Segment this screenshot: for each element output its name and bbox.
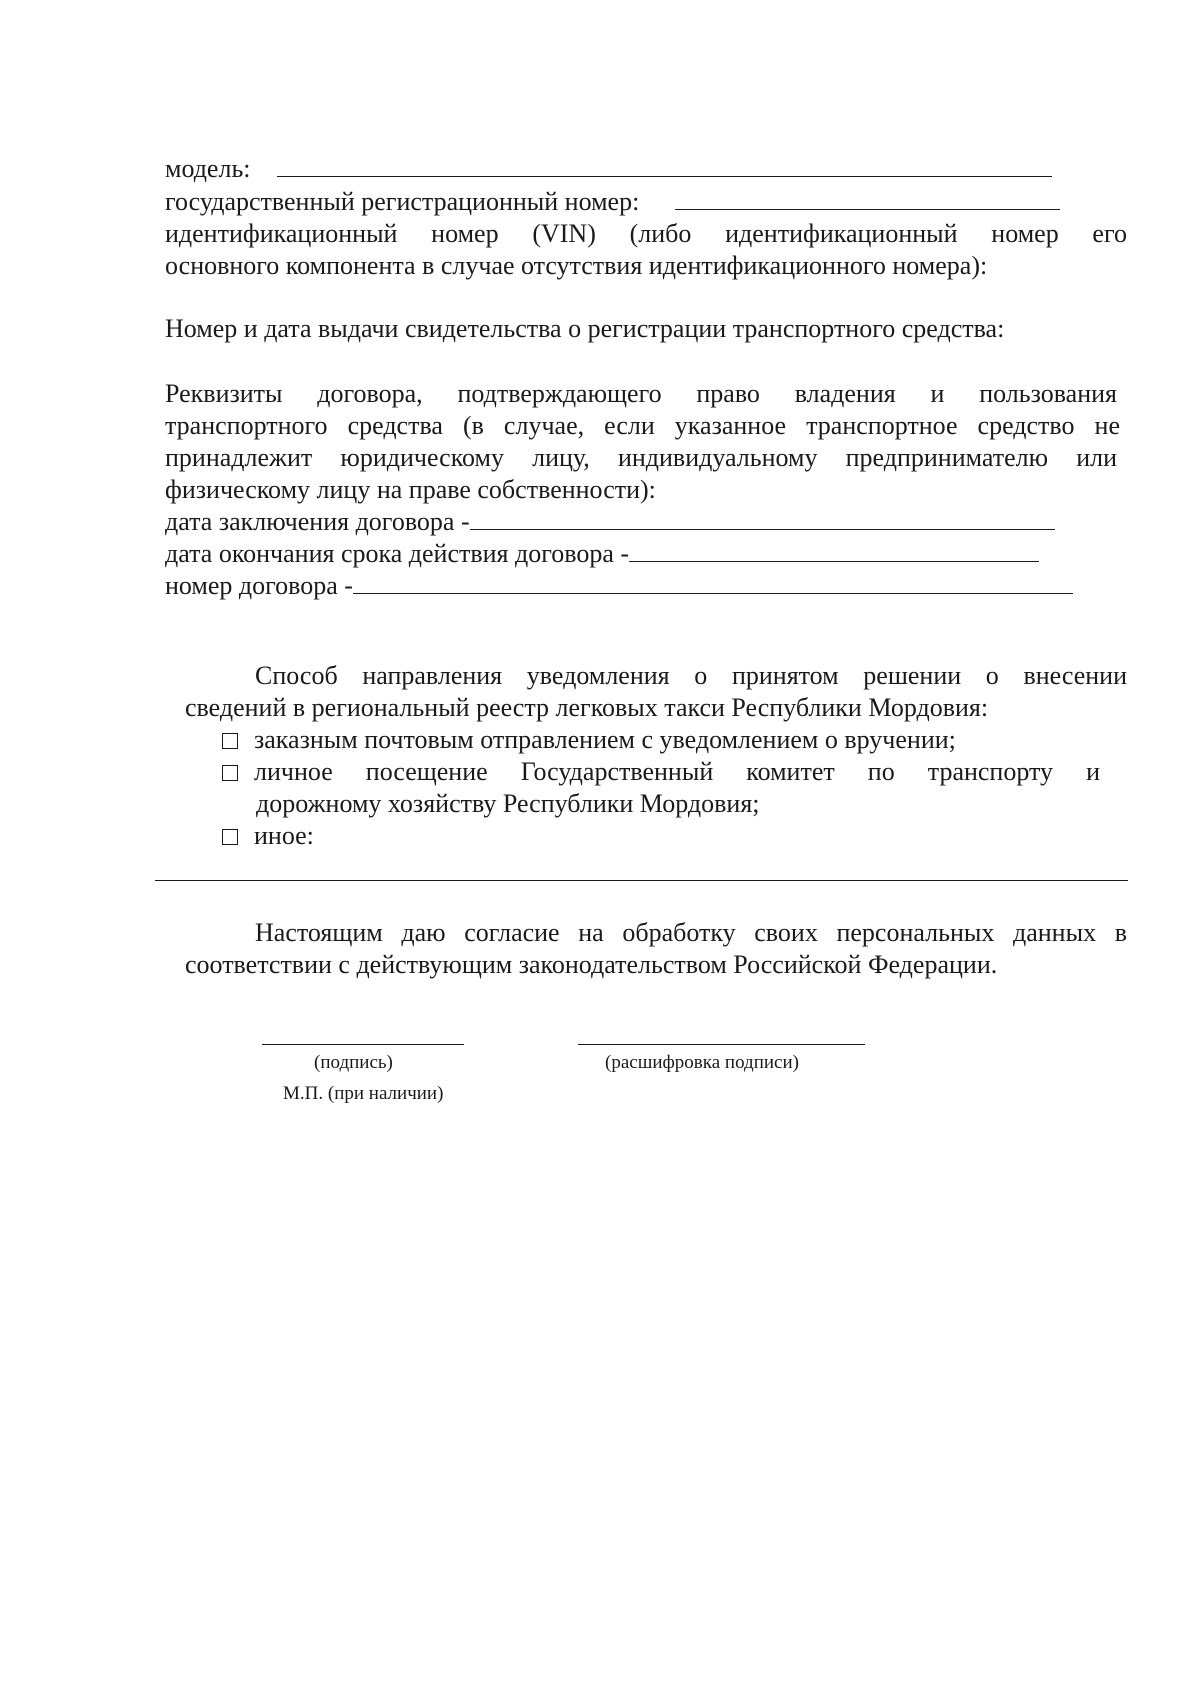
contract-end-label: дата окончания срока действия договора - bbox=[165, 539, 630, 568]
model-field[interactable] bbox=[277, 154, 1052, 177]
contract-text-line4: физическому лицу на праве собственности): bbox=[165, 475, 656, 504]
notification-option-visit[interactable] bbox=[222, 756, 1102, 788]
signature-caption: (подпись) bbox=[314, 1052, 393, 1073]
checkbox-other[interactable] bbox=[222, 829, 238, 845]
consent-text-line1: Настоящим даю согласие на обработку своих персональных данных в bbox=[255, 918, 1127, 947]
contract-date-row bbox=[165, 506, 1055, 538]
notification-text-line1: Способ направления уведомления о принятом решении о внесении bbox=[255, 661, 1127, 690]
contract-date-label: дата заключения договора - bbox=[165, 507, 470, 536]
option-visit-label-line2: дорожному хозяйству Республики Мордовия; bbox=[256, 789, 760, 818]
checkbox-mail[interactable] bbox=[222, 733, 238, 749]
stamp-caption: М.П. (при наличии) bbox=[283, 1083, 444, 1104]
reg-number-row bbox=[165, 186, 1060, 218]
contract-text-line1: Реквизиты договора, подтверждающего право владения и пользования bbox=[165, 379, 1117, 408]
contract-end-row bbox=[165, 538, 1039, 570]
other-method-field[interactable] bbox=[155, 880, 1128, 881]
signature-decoding-caption: (расшифровка подписи) bbox=[605, 1052, 799, 1073]
option-other-label: иное: bbox=[254, 821, 314, 850]
contract-text-line3: принадлежит юридическому лицу, индивидуальному предпринимателю или bbox=[165, 443, 1117, 472]
reg-number-label: государственный регистрационный номер: bbox=[165, 187, 640, 216]
checkbox-visit[interactable] bbox=[222, 765, 238, 781]
contract-end-field[interactable] bbox=[629, 539, 1039, 562]
model-label: модель: bbox=[165, 154, 251, 183]
signature-decoding-field[interactable] bbox=[578, 1044, 865, 1045]
notification-text-line2: сведений в региональный реестр легковых такси Республики Мордовия: bbox=[185, 693, 989, 722]
vin-label-line1: идентификационный номер (VIN) (либо идентификационный номер его bbox=[165, 219, 1127, 248]
vin-label-line2: основного компонента в случае отсутствия идентификационного номера): bbox=[165, 251, 988, 280]
option-mail-label: заказным почтовым отправлением с уведомлением о вручении; bbox=[254, 725, 956, 754]
contract-text-line2: транспортного средства (в случае, если указанное транспортное средство не bbox=[165, 411, 1120, 440]
notification-option-mail[interactable] bbox=[222, 724, 956, 756]
option-visit-label-line1: личное посещение Государственный комитет по транспорту и bbox=[254, 757, 1100, 786]
reg-number-field[interactable] bbox=[675, 187, 1060, 210]
notification-option-other[interactable] bbox=[222, 820, 314, 852]
contract-number-field[interactable] bbox=[353, 571, 1073, 594]
consent-text-line2: соответствии с действующим законодательством Российской Федерации. bbox=[185, 950, 998, 979]
contract-number-label: номер договора - bbox=[165, 571, 353, 600]
certificate-label: Номер и дата выдачи свидетельства о регистрации транспортного средства: bbox=[165, 314, 1005, 343]
contract-date-field[interactable] bbox=[470, 507, 1055, 530]
signature-field[interactable] bbox=[262, 1044, 464, 1045]
contract-number-row bbox=[165, 570, 1073, 602]
model-row bbox=[165, 153, 1052, 185]
